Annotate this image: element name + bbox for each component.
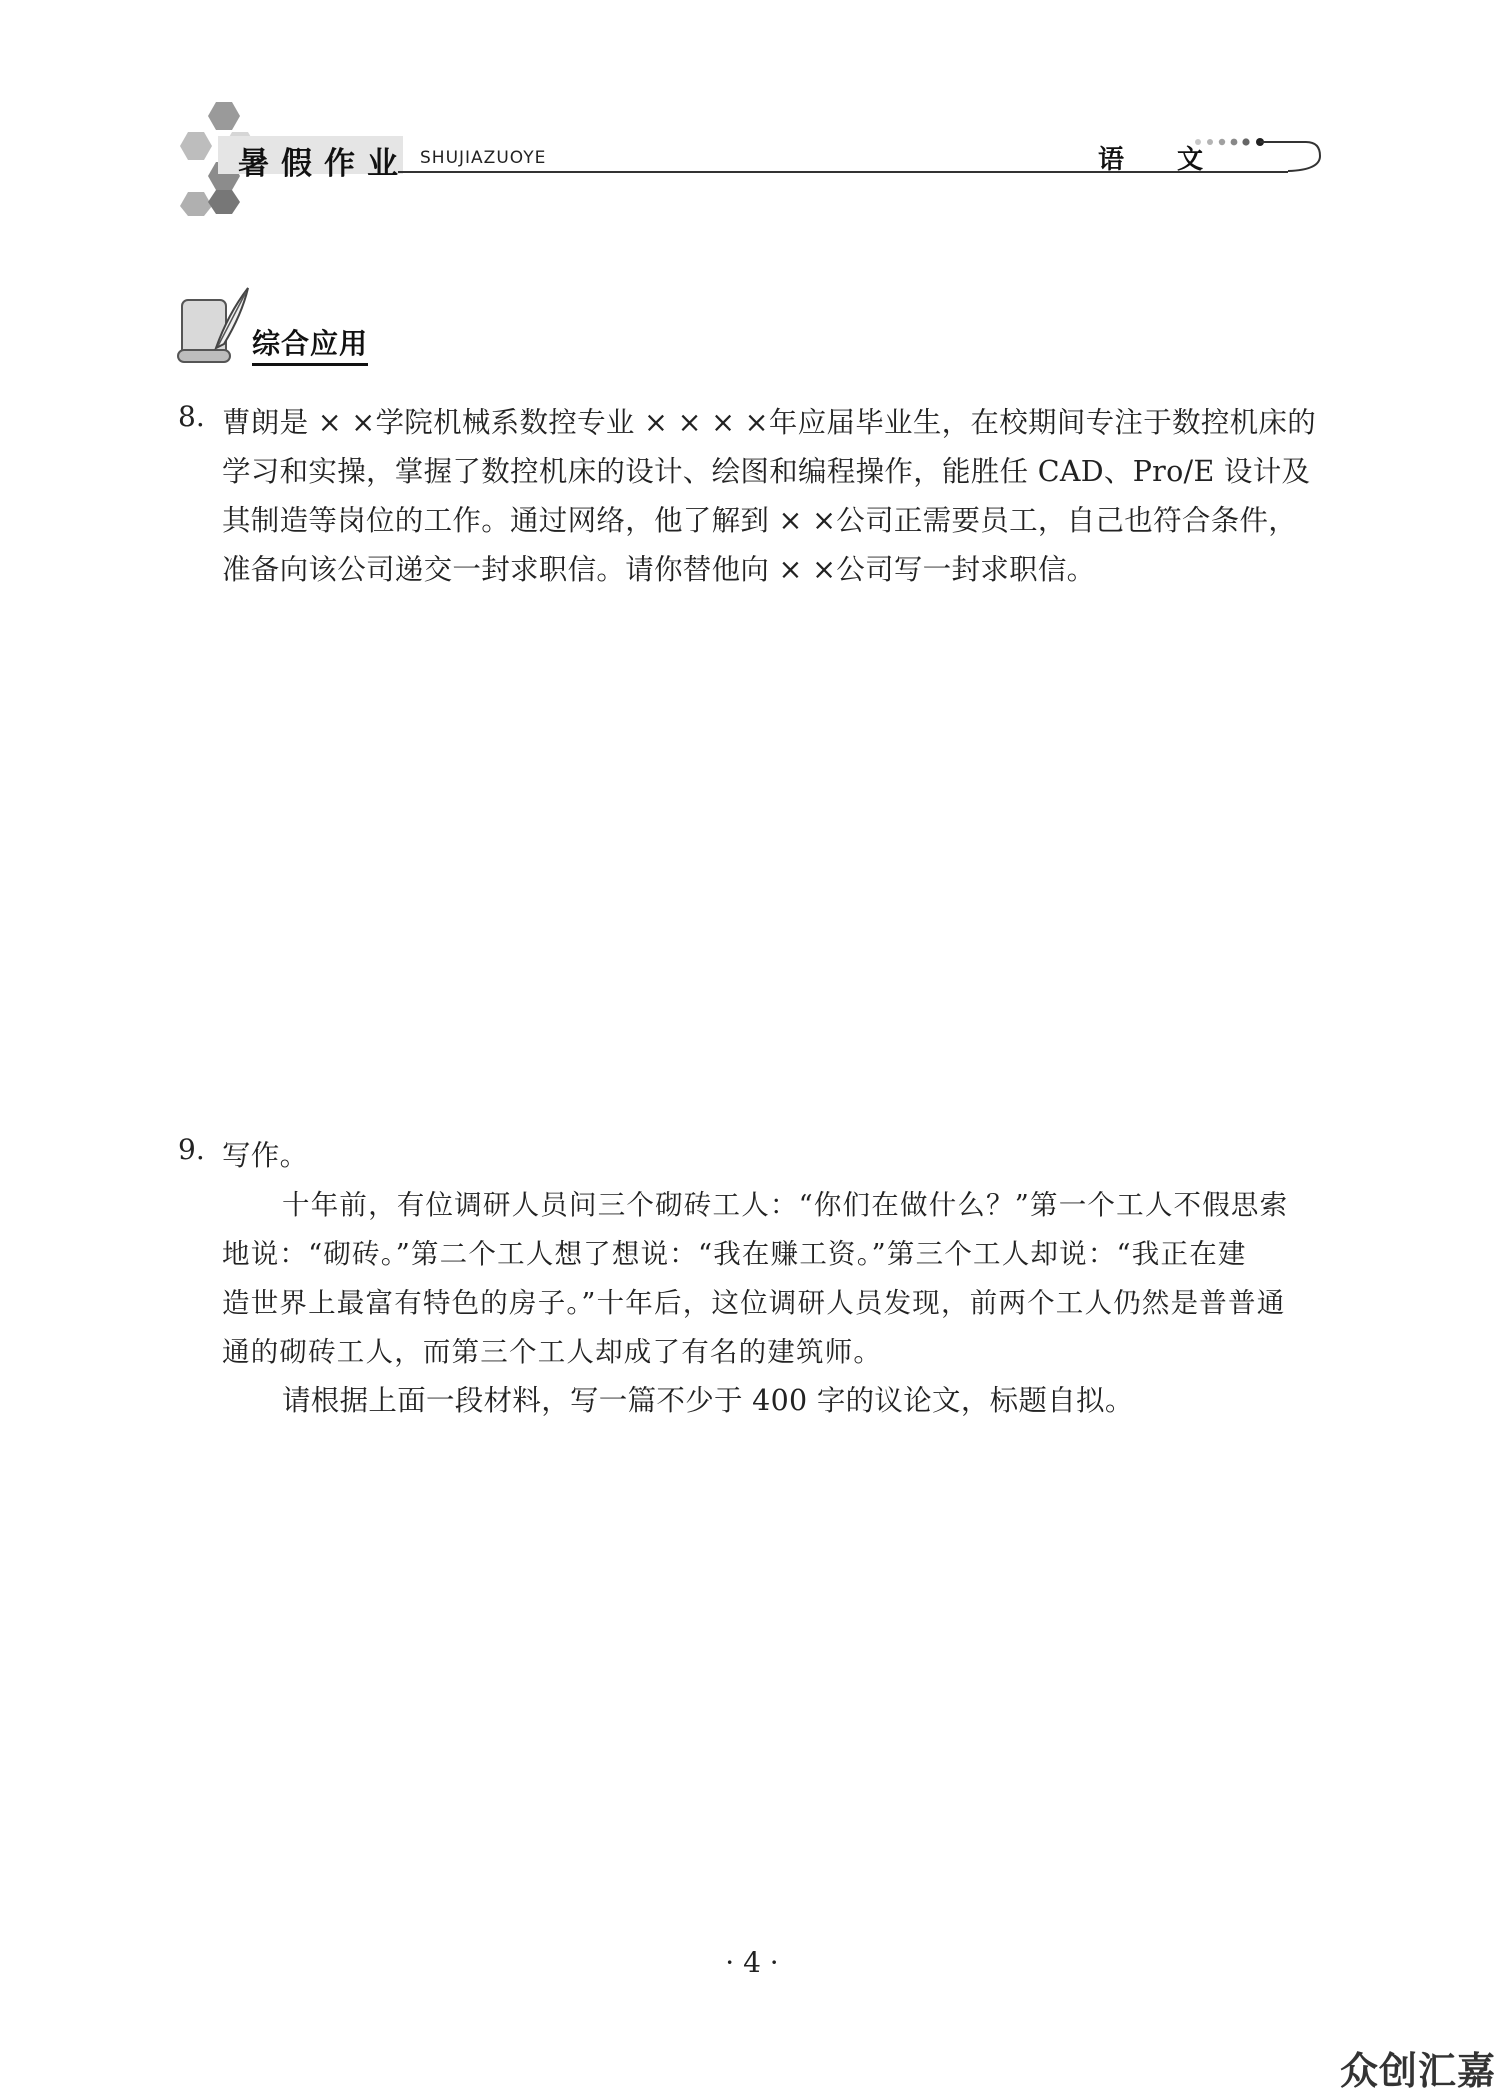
question-number: 8. — [178, 400, 205, 433]
question-text-line: 准备向该公司递交一封求职信。请你替他向 × ×公司写一封求职信。 — [222, 553, 1096, 586]
question-number: 9. — [178, 1133, 205, 1166]
header-pinyin: SHUJIAZUOYE — [420, 148, 547, 168]
section-title: 综合应用 — [252, 322, 368, 366]
watermark-logo: 众创汇嘉 — [1340, 2049, 1497, 2093]
page-header — [0, 0, 1504, 230]
material-text-line: 通的砌砖工人，而第三个工人却成了有名的建筑师。 — [222, 1336, 883, 1368]
material-text-line: 造世界上最富有特色的房子。”十年后，这位调研人员发现，前两个工人仍然是普普通 — [222, 1287, 1286, 1319]
material-text-line: 地说：“砌砖。”第二个工人想了想说：“我在赚工资。”第三个工人却说：“我正在建 — [222, 1238, 1247, 1270]
header-rule — [398, 171, 1288, 173]
header-title: 暑假作业 — [238, 146, 410, 182]
question-heading: 写作。 — [222, 1139, 309, 1172]
question-text-line: 学习和实操，掌握了数控机床的设计、绘图和编程操作，能胜任 CAD、Pro/E 设计及 — [222, 455, 1311, 488]
dots-decoration-icon — [1188, 136, 1328, 176]
question-text-line: 其制造等岗位的工作。通过网络，他了解到 × ×公司正需要员工，自己也符合条件， — [222, 504, 1298, 537]
writing-instruction: 请根据上面一段材料，写一篇不少于 400 字的议论文，标题自拟。 — [282, 1384, 1134, 1417]
material-text-line: 十年前，有位调研人员问三个砌砖工人：“你们在做什么？”第一个工人不假思索 — [282, 1189, 1289, 1221]
page-number: · 4 · — [725, 1946, 779, 1979]
question-text-line: 曹朗是 × ×学院机械系数控专业 × × × ×年应届毕业生，在校期间专注于数控机床的 — [222, 406, 1317, 439]
header-subject: 语 文 — [1098, 145, 1226, 175]
scroll-quill-icon — [176, 284, 252, 366]
